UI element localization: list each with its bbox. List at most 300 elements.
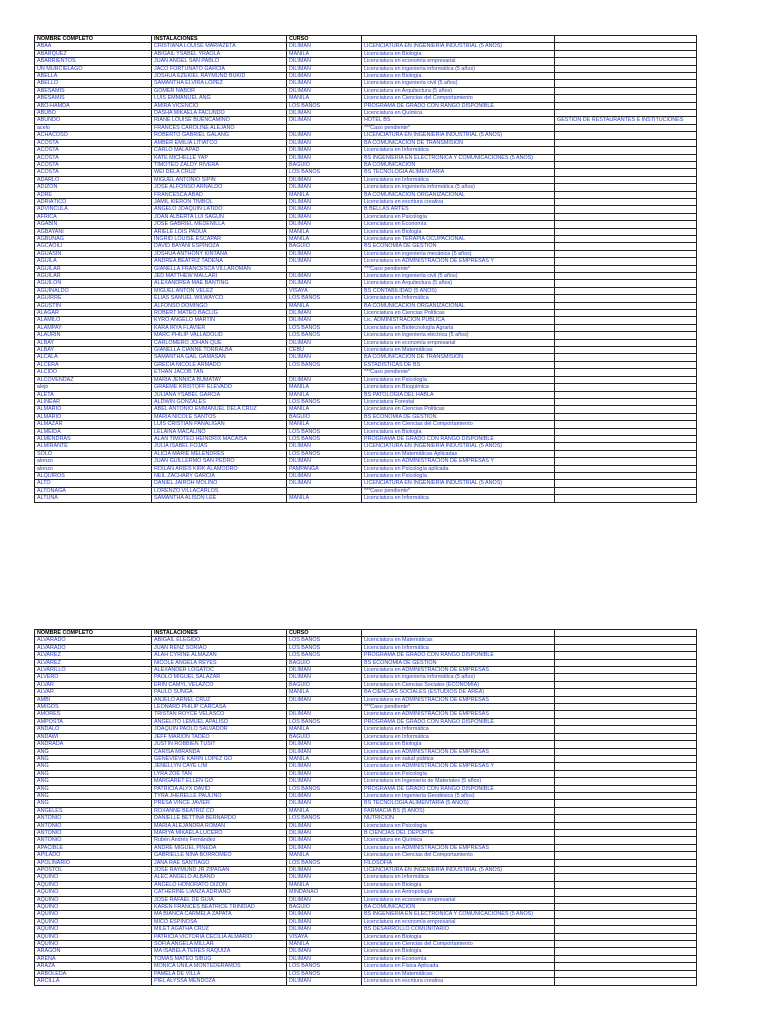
table-row [35,852,697,859]
program-cell: Licenciatura en ingeniería informática (5 años) [362,65,555,72]
given-name-cell: Rubén Andrés Fernández [152,837,287,844]
program-cell: LICENCIATURA EN INGENIERÍA INDUSTRIAL (5 AÑOS) [362,867,555,874]
table-row [35,807,697,814]
student-table-2 [34,629,697,986]
extra-cell: GESTIÓN DE RESTAURANTES E INSTITUCIONES [555,117,697,124]
header-row [35,36,697,43]
table-row [35,80,697,87]
program-cell: Licenciatura en Biología [362,228,555,235]
given-name-cell: JENELLYN CAYE LIM [152,763,287,770]
campus-cell: LOS BAÑOS [287,398,362,405]
extra-cell [555,369,697,376]
table-row [35,696,697,703]
program-cell: HOTEL BS [362,117,555,124]
surname-cell: ABUBO [35,110,152,117]
campus-cell: DILIMAN [287,829,362,836]
extra-cell [555,102,697,109]
program-cell: Licenciatura en ADMINISTRACIÓN DE EMPRESAS [362,696,555,703]
campus-cell: MANILA [287,726,362,733]
given-name-cell: ALAH CYRINE ALMAZAN [152,652,287,659]
program-cell: PROGRAMA DE GRADO CON RANGO DISPONIBLE [362,785,555,792]
given-name-cell: RIANE LOUISE BUENCAMINO [152,117,287,124]
table-row [35,874,697,881]
table-row [35,154,697,161]
program-cell: BA COMUNICACIÓN [362,161,555,168]
surname-cell: APILADO [35,852,152,859]
surname-cell: ABO-HAMDA [35,102,152,109]
table-row [35,43,697,50]
surname-cell: ALMARIO [35,413,152,420]
campus-cell: BAGUIO [287,681,362,688]
extra-cell [555,904,697,911]
extra-cell [555,755,697,762]
campus-cell: MANILA [287,881,362,888]
campus-cell: BAGUIO [287,161,362,168]
surname-cell: AQUINO [35,889,152,896]
campus-cell: DILIMAN [287,874,362,881]
table-row [35,124,697,131]
program-cell: Lic. ADMINISTRACIÓN PÚBLICA [362,317,555,324]
table-row [35,339,697,346]
table-row [35,221,697,228]
surname-cell: ÁLVAREZ [35,652,152,659]
table-row [35,384,697,391]
given-name-cell: ROILAN ARIES KIRK ALAMODRO [152,465,287,472]
surname-cell: ACOSTA [35,147,152,154]
campus-cell: DILIMAN [287,443,362,450]
surname-cell: ANG [35,800,152,807]
table-row [35,718,697,725]
surname-cell: AMORES [35,711,152,718]
given-name-cell: MILET AGATHA CRUZ [152,926,287,933]
table-row [35,95,697,102]
extra-cell [555,637,697,644]
given-name-cell: GABRIELLE NINA BORROMEO [152,852,287,859]
campus-cell: DILIMAN [287,748,362,755]
surname-cell: ANTONIO [35,829,152,836]
surname-cell: ANTONIO [35,815,152,822]
extra-cell [555,376,697,383]
table-row [35,117,697,124]
campus-cell: DILIMAN [287,258,362,265]
table-row [35,822,697,829]
extra-cell [555,733,697,740]
program-cell: Licenciatura en Informática [362,495,555,502]
surname-cell: ALTUNA [35,495,152,502]
surname-cell: AGUILAR [35,273,152,280]
program-cell: Licenciatura en Física Aplicada [362,963,555,970]
surname-cell: ALCIDO [35,369,152,376]
given-name-cell: ALFONSO DOMINGO [152,302,287,309]
table-row [35,465,697,472]
program-cell: Licenciatura en escritura creativa [362,198,555,205]
campus-cell: DILIMAN [287,674,362,681]
extra-cell [555,815,697,822]
extra-cell [555,435,697,442]
program-cell: ***Caso pendiente* [362,265,555,272]
surname-cell: ALETA [35,391,152,398]
campus-cell: LOS BAÑOS [287,450,362,457]
surname-cell: AQUINO [35,911,152,918]
given-name-cell: MIGUEL ANTONIO SIPIN [152,176,287,183]
extra-cell [555,50,697,57]
given-name-cell: ANGELO HONORATO DIZON [152,881,287,888]
surname-cell: AGUSTIN [35,302,152,309]
program-cell: Licenciatura en Ciencias del Comportamiento [362,421,555,428]
campus-cell [287,369,362,376]
extra-cell [555,472,697,479]
program-cell: Licenciatura en economía empresarial [362,896,555,903]
extra-cell [555,110,697,117]
extra-cell [555,65,697,72]
given-name-cell: JULIA ISABEL FOJAS [152,443,287,450]
column-header [555,36,697,43]
given-name-cell: JOSÉ GABRIEL MEDENILLA [152,221,287,228]
given-name-cell: GRAEME KRISTOFF ELEVADO [152,384,287,391]
program-cell: ***Caso pendiente* [362,487,555,494]
extra-cell [555,43,697,50]
extra-cell [555,324,697,331]
campus-cell [287,265,362,272]
surname-cell: ADVINCULA [35,206,152,213]
program-cell: Licenciatura en ingeniería civil (5 años) [362,80,555,87]
surname-cell: ALVAR [35,681,152,688]
table-row [35,652,697,659]
extra-cell [555,287,697,294]
table-row [35,918,697,925]
extra-cell [555,191,697,198]
extra-cell [555,161,697,168]
given-name-cell: SOFÍA ANGELA MILLAR [152,941,287,948]
table-row [35,867,697,874]
campus-cell: BAGUIO [287,904,362,911]
extra-cell [555,184,697,191]
given-name-cell: KATE MICHELLE YAP [152,154,287,161]
surname-cell: ALVERO [35,674,152,681]
column-header [555,630,697,637]
surname-cell: ARBOLEDA [35,970,152,977]
given-name-cell: GOMER NABOR [152,87,287,94]
campus-cell: DILIMAN [287,896,362,903]
extra-cell [555,889,697,896]
campus-cell: LOS BAÑOS [287,718,362,725]
program-cell: BA COMUNICACIÓN ORGANIZACIONAL [362,191,555,198]
program-cell: Licenciatura en economía empresarial [362,58,555,65]
campus-cell: DILIMAN [287,741,362,748]
given-name-cell: NEIL ZACHARY GARCÍA [152,472,287,479]
given-name-cell: FRANCES CAROLINE ALEJANO [152,124,287,131]
program-cell: BS ECONOMÍA DE GESTIÓN [362,413,555,420]
campus-cell: MANILA [287,95,362,102]
table-row [35,487,697,494]
surname-cell: ANG [35,785,152,792]
extra-cell [555,487,697,494]
surname-cell: ALVARADO [35,644,152,651]
surname-cell: ANG [35,763,152,770]
extra-cell [555,384,697,391]
table-row [35,800,697,807]
given-name-cell: ETHAN JACOB TAN [152,369,287,376]
program-cell: PROGRAMA DE GRADO CON RANGO DISPONIBLE [362,102,555,109]
extra-cell [555,347,697,354]
campus-cell: DILIMAN [287,978,362,985]
campus-cell: LOS BAÑOS [287,361,362,368]
given-name-cell: DAVID BAYANI ESPINOZA [152,243,287,250]
extra-cell [555,413,697,420]
campus-cell: MANILA [287,384,362,391]
table-row [35,859,697,866]
surname-cell: ANDALO [35,726,152,733]
program-cell: Licenciatura en ingeniería mecánica (5 años) [362,250,555,257]
extra-cell [555,667,697,674]
program-cell: BA COMUNICACIÓN DE TRANSMISIÓN [362,139,555,146]
program-cell: B CIENCIAS DEL DEPORTE [362,829,555,836]
program-cell: Licenciatura en Biología [362,881,555,888]
surname-cell: ABELLO [35,80,152,87]
program-cell: Licenciatura en Arquitectura (5 años) [362,87,555,94]
campus-cell: DILIMAN [287,117,362,124]
program-cell: Licenciatura en salud pública [362,755,555,762]
program-cell: Licenciatura en Ciencias Políticas [362,406,555,413]
campus-cell: MANILA [287,406,362,413]
campus-cell: DILIMAN [287,800,362,807]
surname-cell: ALCOVENDAZ [35,376,152,383]
program-cell: BS TECNOLOGÍA ALIMENTARIA (5 AÑOS) [362,800,555,807]
table-row [35,102,697,109]
column-header: CURSO [287,630,362,637]
extra-cell [555,206,697,213]
program-cell: Licenciatura en Psicología [362,376,555,383]
surname-cell: ALAGAR [35,310,152,317]
surname-cell: ALAMPAY [35,324,152,331]
campus-cell: LOS BAÑOS [287,295,362,302]
extra-cell [555,406,697,413]
campus-cell: MANILA [287,807,362,814]
program-cell: Licenciatura en ingeniería eléctrica (5 años) [362,332,555,339]
given-name-cell: MICO ESPINOSA [152,918,287,925]
given-name-cell: MARC PHILIP VALLADOLID [152,332,287,339]
program-cell: BS DESARROLLO COMUNITARIO [362,926,555,933]
surname-cell: AMBI [35,696,152,703]
program-cell: Licenciatura en Matemáticas [362,347,555,354]
table-row [35,332,697,339]
given-name-cell: ABIGAIL YSABEL YRAOLA [152,50,287,57]
campus-cell: LOS BAÑOS [287,435,362,442]
extra-cell [555,778,697,785]
table-row [35,443,697,450]
given-name-cell: KAREN FRANCES BEATRICE TRINIDAD [152,904,287,911]
campus-cell: DILIMAN [287,696,362,703]
campus-cell: DILIMAN [287,867,362,874]
table-row [35,480,697,487]
extra-cell [555,273,697,280]
extra-cell [555,941,697,948]
campus-cell: LOS BAÑOS [287,428,362,435]
program-cell: PROGRAMA DE GRADO CON RANGO DISPONIBLE [362,652,555,659]
program-cell: Licenciatura en Informática [362,874,555,881]
surname-cell: AQUINO [35,881,152,888]
given-name-cell: ABEL ANTONIO EMMANUEL DELA CRUZ [152,406,287,413]
extra-cell [555,80,697,87]
given-name-cell: ALEXANDREA MAE BANTING [152,280,287,287]
table-row [35,169,697,176]
extra-cell [555,800,697,807]
surname-cell: AQUINO [35,874,152,881]
program-cell: NUTRICIÓN [362,815,555,822]
campus-cell: LOS BAÑOS [287,652,362,659]
table-row [35,258,697,265]
program-cell: PROGRAMA DE GRADO CON RANGO DISPONIBLE [362,435,555,442]
campus-cell: DILIMAN [287,110,362,117]
extra-cell [555,213,697,220]
campus-cell: DILIMAN [287,918,362,925]
table-row [35,273,697,280]
surname-cell: ABESAMIS [35,87,152,94]
campus-cell: DILIMAN [287,310,362,317]
given-name-cell: PATRICIA ALYX DAVID [152,785,287,792]
surname-cell: alonzo [35,465,152,472]
surname-cell: APACIBLE [35,844,152,851]
extra-cell [555,955,697,962]
program-cell: BS ECONOMÍA DE GESTIÓN [362,243,555,250]
program-cell: Licenciatura en Matemáticas [362,970,555,977]
given-name-cell: ALEXANDER LOGATOC [152,667,287,674]
extra-cell [555,844,697,851]
given-name-cell: KYRO ANGELO MARTÍN [152,317,287,324]
column-header: NOMBRE COMPLETO [35,36,152,43]
campus-cell: DILIMAN [287,184,362,191]
given-name-cell: TIMOTEO ZALDY RIVERA [152,161,287,168]
program-cell: Licenciatura Forestal [362,398,555,405]
table-row [35,963,697,970]
campus-cell: DILIMAN [287,73,362,80]
given-name-cell: JUAN GUILLERMO SAN PEDRO [152,458,287,465]
given-name-cell: DANIELLE BETTINA BERNARDO [152,815,287,822]
surname-cell: ALMIRANTE [35,443,152,450]
program-cell: Licenciatura en Informática [362,726,555,733]
campus-cell: LOS BAÑOS [287,637,362,644]
table-row [35,689,697,696]
program-cell: Licenciatura en Química [362,110,555,117]
program-cell: Licenciatura en ADMINISTRACIÓN DE EMPRESAS [362,844,555,851]
surname-cell: ABELLA [35,73,152,80]
table-row [35,280,697,287]
campus-cell: DILIMAN [287,139,362,146]
campus-cell: DILIMAN [287,711,362,718]
table-row [35,421,697,428]
given-name-cell: WEI DELA CRUZ [152,169,287,176]
table-row [35,369,697,376]
campus-cell: CEBU [287,347,362,354]
given-name-cell: ALEC ANGELO ALBANO [152,874,287,881]
surname-cell: AGUILON [35,280,152,287]
table-row [35,65,697,72]
surname-cell: ALBAY [35,339,152,346]
program-cell: Licenciatura en Psicología [362,213,555,220]
given-name-cell: MARÍA NICOLE SANTOS [152,413,287,420]
extra-cell [555,748,697,755]
campus-cell: DILIMAN [287,926,362,933]
given-name-cell: LELAINA MACALINO [152,428,287,435]
extra-cell [555,450,697,457]
program-cell: Licenciatura en economía empresarial [362,339,555,346]
program-cell: Licenciatura en Ingeniería de Materiales (5 años) [362,778,555,785]
program-cell: Licenciatura en Biotecnología Agraria [362,324,555,331]
extra-cell [555,361,697,368]
campus-cell: BAGUIO [287,659,362,666]
surname-cell: AQUINO [35,941,152,948]
extra-cell [555,295,697,302]
campus-cell: MANILA [287,941,362,948]
campus-cell: DILIMAN [287,221,362,228]
extra-cell [555,681,697,688]
surname-cell: AGABIN [35,221,152,228]
program-cell: Licenciatura en Ciencias del Comportamiento [362,95,555,102]
given-name-cell: ALICIA MARIE MELENDRES [152,450,287,457]
table-row [35,435,697,442]
table-row [35,755,697,762]
extra-cell [555,792,697,799]
extra-cell [555,659,697,666]
extra-cell [555,822,697,829]
campus-cell: DILIMAN [287,376,362,383]
table-row [35,792,697,799]
extra-cell [555,169,697,176]
extra-cell [555,918,697,925]
program-cell: Licenciatura en Biología [362,933,555,940]
given-name-cell: ANDREA BEATRIZ TADENA [152,258,287,265]
given-name-cell: ALAN TIMOTEO HEINDRIX MACAISA [152,435,287,442]
surname-cell: AGBAYANI [35,228,152,235]
surname-cell: ALVAR [35,689,152,696]
campus-cell: DILIMAN [287,87,362,94]
given-name-cell: LUIS EMMANUEL ANG [152,95,287,102]
program-cell: Licenciatura en Matemáticas [362,637,555,644]
table-row [35,472,697,479]
campus-cell [287,124,362,131]
program-cell: Licenciatura en TERAPIA OCUPACIONAL [362,235,555,242]
surname-cell: ALVARILLO [35,667,152,674]
program-cell: BA CIENCIAS SOCIALES (ESTUDIOS DE ÁREA) [362,689,555,696]
surname-cell: ALMENDRAS [35,435,152,442]
surname-cell: ABARRIENTOS [35,58,152,65]
given-name-cell: JACO FORTUNATO GARCÍA [152,65,287,72]
table-row [35,785,697,792]
extra-cell [555,896,697,903]
program-cell: FARMACIA BS (5 AÑOS) [362,807,555,814]
surname-cell: ADRE [35,191,152,198]
surname-cell: ANG [35,792,152,799]
table-row [35,347,697,354]
program-cell: BA COMUNICACIÓN DE TRANSMISIÓN [362,354,555,361]
table-row [35,413,697,420]
extra-cell [555,480,697,487]
given-name-cell: ROXANNE BEATRIZ CO [152,807,287,814]
extra-cell [555,978,697,985]
given-name-cell: JUAN RENZ SORIAO [152,644,287,651]
extra-cell [555,948,697,955]
table-row [35,978,697,985]
program-cell: Licenciatura en Matemáticas Aplicadas [362,450,555,457]
campus-cell: DILIMAN [287,458,362,465]
campus-cell: LOS BAÑOS [287,102,362,109]
table-row [35,198,697,205]
given-name-cell: CRISTIANA LOUISE MARIAZETA [152,43,287,50]
surname-cell: AGUIRRE [35,295,152,302]
program-cell: Licenciatura en Química [362,837,555,844]
program-cell: Licenciatura en Informática [362,733,555,740]
program-cell: ESTADÍSTICAS DE BS [362,361,555,368]
